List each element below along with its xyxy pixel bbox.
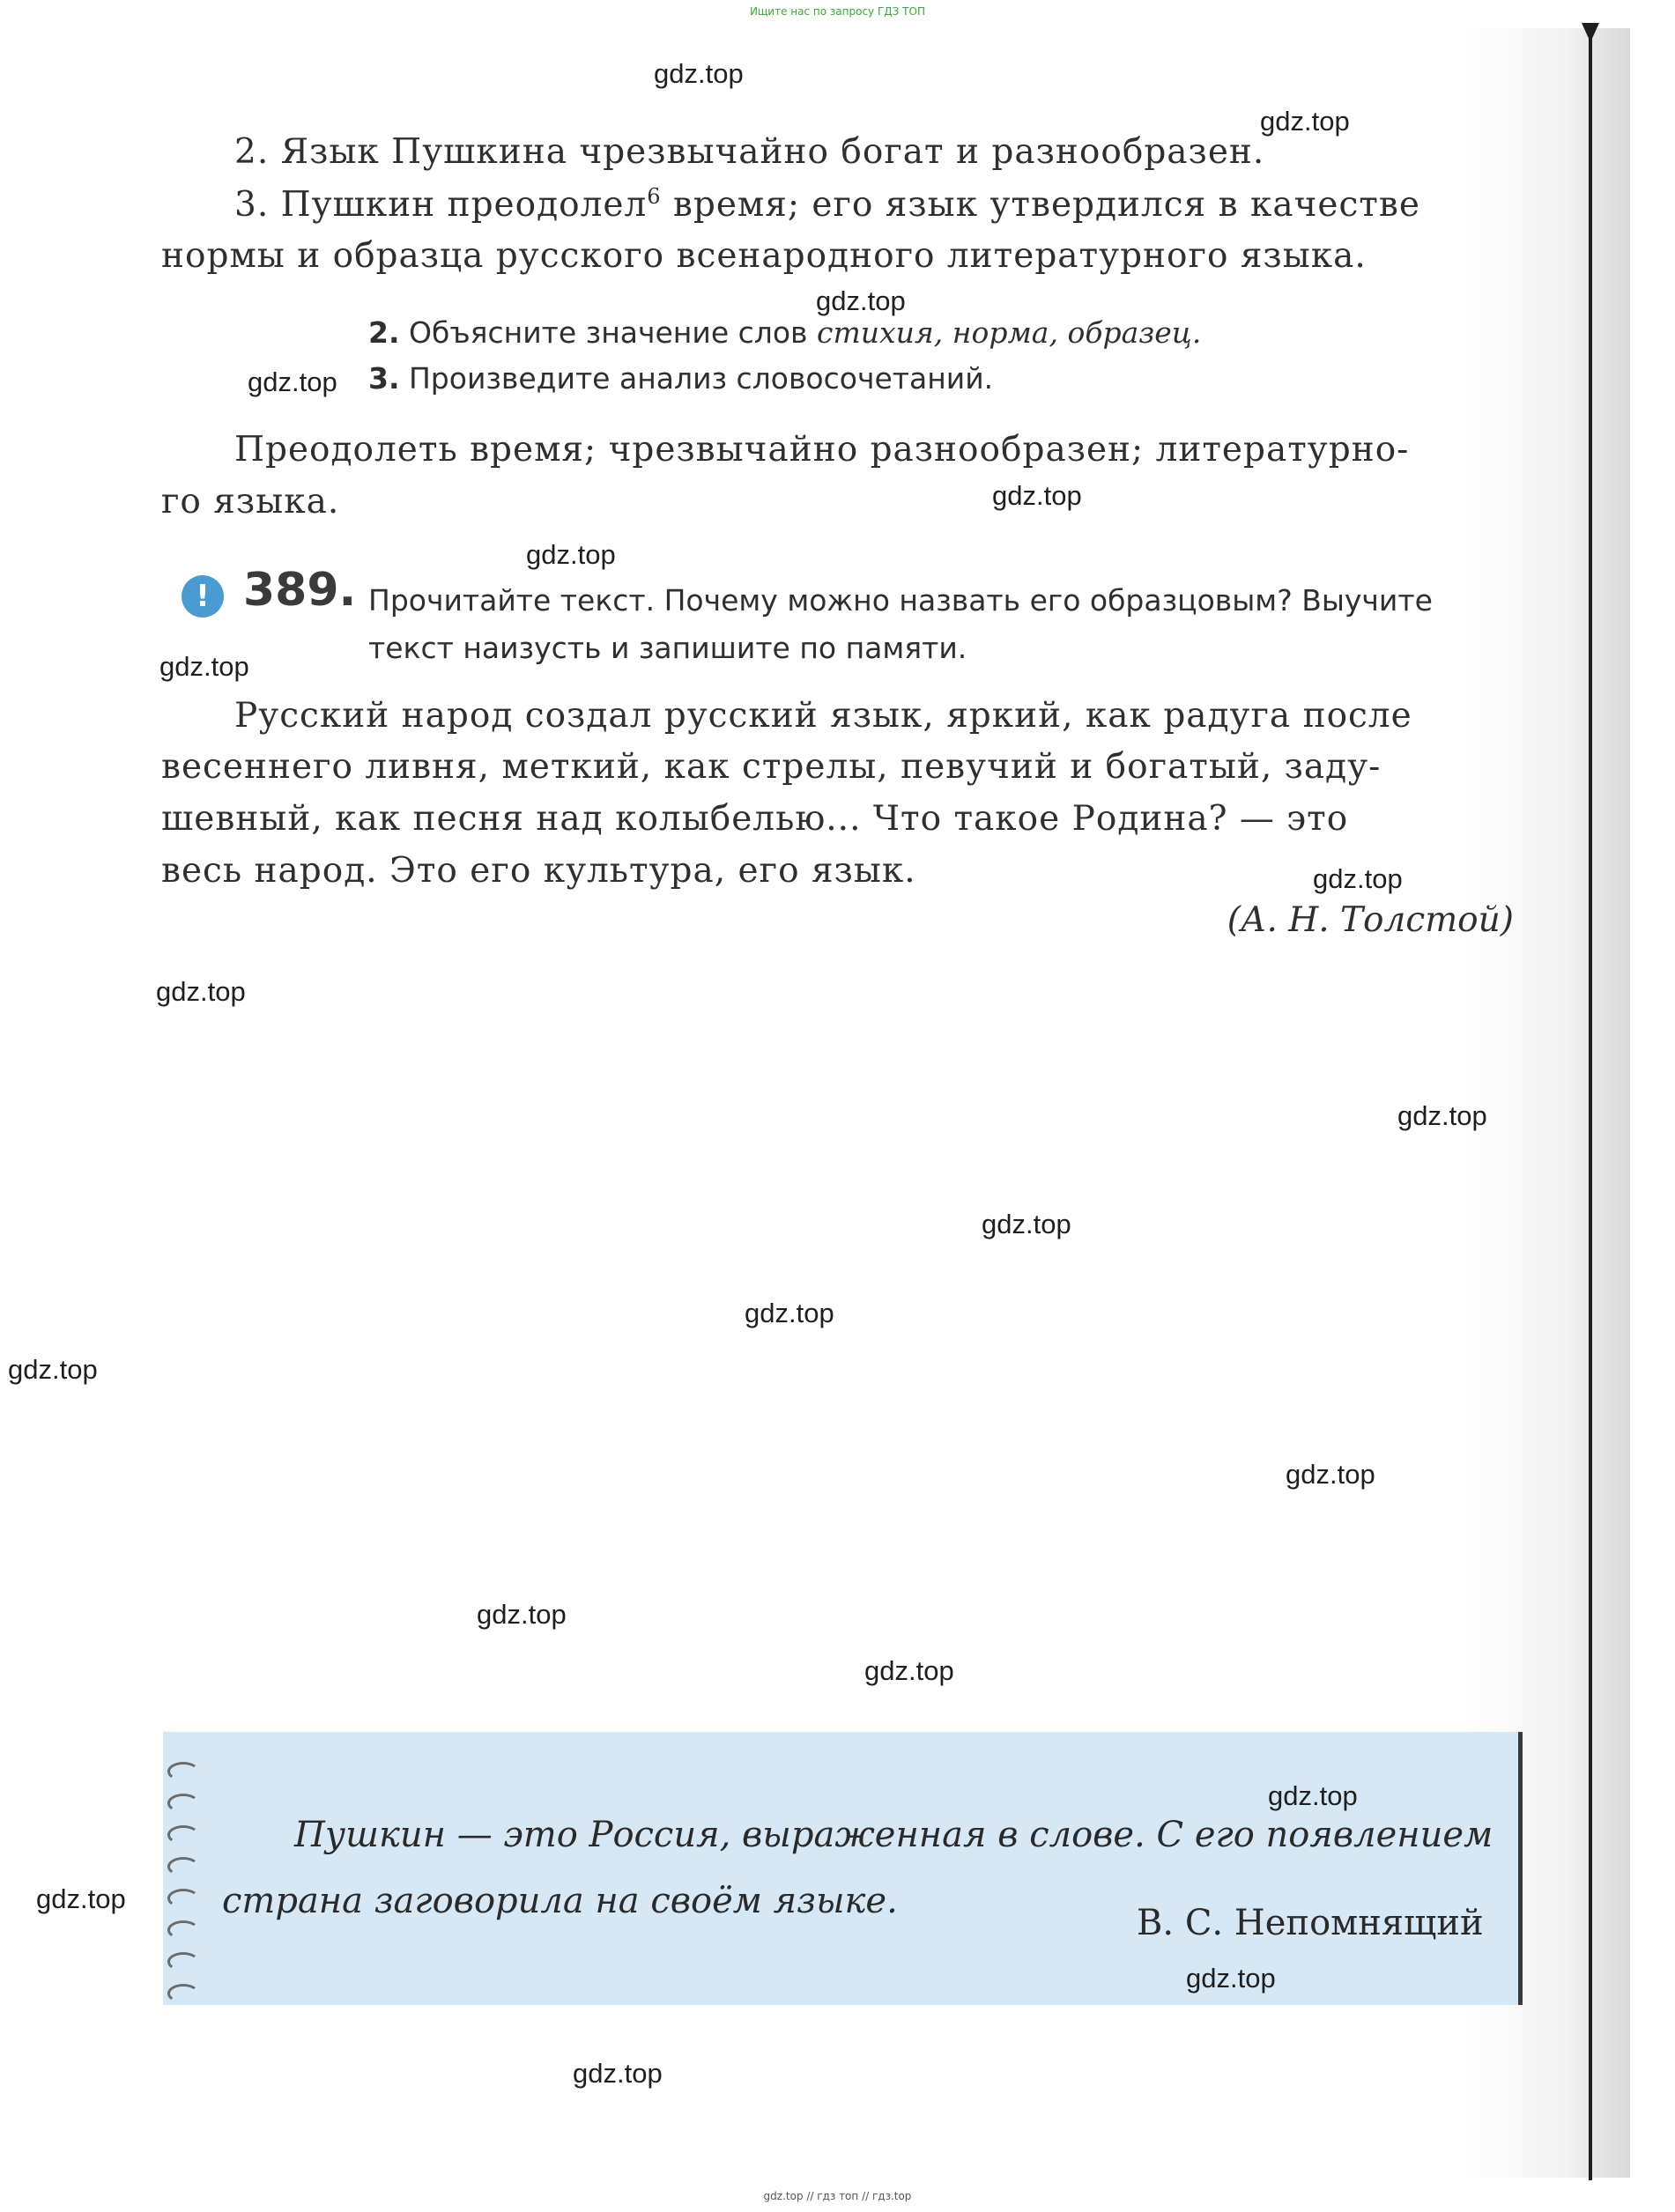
watermark: gdz.top <box>159 651 249 682</box>
watermark: gdz.top <box>745 1298 834 1328</box>
spiral-ring-icon <box>167 1825 199 1845</box>
exercise-instruction-line1: Прочитайте текст. Почему можно назвать его образцовым? Выучите <box>368 583 1433 618</box>
task-3-number: 3. <box>368 361 400 396</box>
point-2: 2. Язык Пушкина чрезвычайно богат и разнообразен. <box>234 132 1265 172</box>
watermark: gdz.top <box>816 285 906 316</box>
header-note: Ищите нас по запросу ГДЗ ТОП <box>750 5 925 18</box>
bookmark-marker <box>1582 23 1599 42</box>
phrases-line1: Преодолеть время; чрезвычайно разнообразен; литературно- <box>234 430 1410 470</box>
task-2-words: стихия, норма, образец. <box>817 315 1202 350</box>
watermark: gdz.top <box>248 366 337 397</box>
watermark: gdz.top <box>1313 863 1403 894</box>
spiral-ring-icon <box>167 1920 199 1940</box>
text-author: (А. Н. Толстой) <box>1227 900 1514 940</box>
text-line3: шевный, как песня над колыбелью... Что такое Родина? — это <box>161 799 1349 839</box>
watermark: gdz.top <box>573 2058 663 2089</box>
spiral-ring-icon <box>167 1952 199 1972</box>
task-2-text: Объясните значение слов <box>399 315 817 350</box>
point-3-line2: нормы и образца русского всенародного литературного языка. <box>161 236 1367 276</box>
watermark: gdz.top <box>526 539 616 570</box>
footnote-mark: 6 <box>647 184 662 209</box>
quote-line2: страна заговорила на своём языке. <box>222 1881 898 1921</box>
watermark: gdz.top <box>864 1655 954 1686</box>
point-3-start: 3. Пушкин преодолел <box>234 185 648 225</box>
task-2 <box>368 315 1201 350</box>
watermark: gdz.top <box>1286 1459 1375 1490</box>
watermark: gdz.top <box>1260 106 1350 137</box>
spiral-ring-icon <box>167 1794 199 1813</box>
point-3-line1 <box>234 184 1420 225</box>
watermark: gdz.top <box>654 58 744 89</box>
quote-line1: Пушкин — это Россия, выраженная в слове. С его появлением <box>294 1815 1493 1855</box>
spiral-ring-icon <box>167 1984 199 2003</box>
watermark: gdz.top <box>1186 1963 1276 1994</box>
watermark: gdz.top <box>8 1354 98 1385</box>
footer-note: gdz.top // гдз топ // гдз.top <box>763 2190 912 2202</box>
watermark: gdz.top <box>477 1599 567 1630</box>
task-2-number: 2. <box>368 315 400 350</box>
watermark: gdz.top <box>156 976 246 1007</box>
phrases-line2: го языка. <box>161 482 340 522</box>
exercise-number: 389. <box>243 564 357 617</box>
watermark: gdz.top <box>1268 1780 1358 1811</box>
quote-box <box>163 1732 1523 2005</box>
watermark: gdz.top <box>1397 1100 1487 1131</box>
spiral-ring-icon <box>167 1857 199 1876</box>
quote-author: В. С. Непомнящий <box>1137 1903 1484 1943</box>
spiral-ring-icon <box>167 1889 199 1908</box>
point-3-end: время; его язык утвердился в качестве <box>661 185 1420 225</box>
task-3 <box>368 361 993 396</box>
spiral-ring-icon <box>167 1762 199 1781</box>
text-line4: весь народ. Это его культура, его язык. <box>161 851 916 891</box>
watermark: gdz.top <box>36 1883 126 1914</box>
text-line2: весеннего ливня, меткий, как стрелы, певучий и богатый, заду- <box>161 747 1382 787</box>
watermark: gdz.top <box>982 1209 1071 1239</box>
book-spine-shadow <box>1589 26 1592 2180</box>
text-line1: Русский народ создал русский язык, яркий, как радуга после <box>234 696 1412 736</box>
attention-icon: ! <box>182 575 224 618</box>
watermark: gdz.top <box>992 480 1082 511</box>
exercise-instruction-line2: текст наизусть и запишите по памяти. <box>368 631 967 665</box>
task-3-text: Произведите анализ словосочетаний. <box>399 361 994 396</box>
